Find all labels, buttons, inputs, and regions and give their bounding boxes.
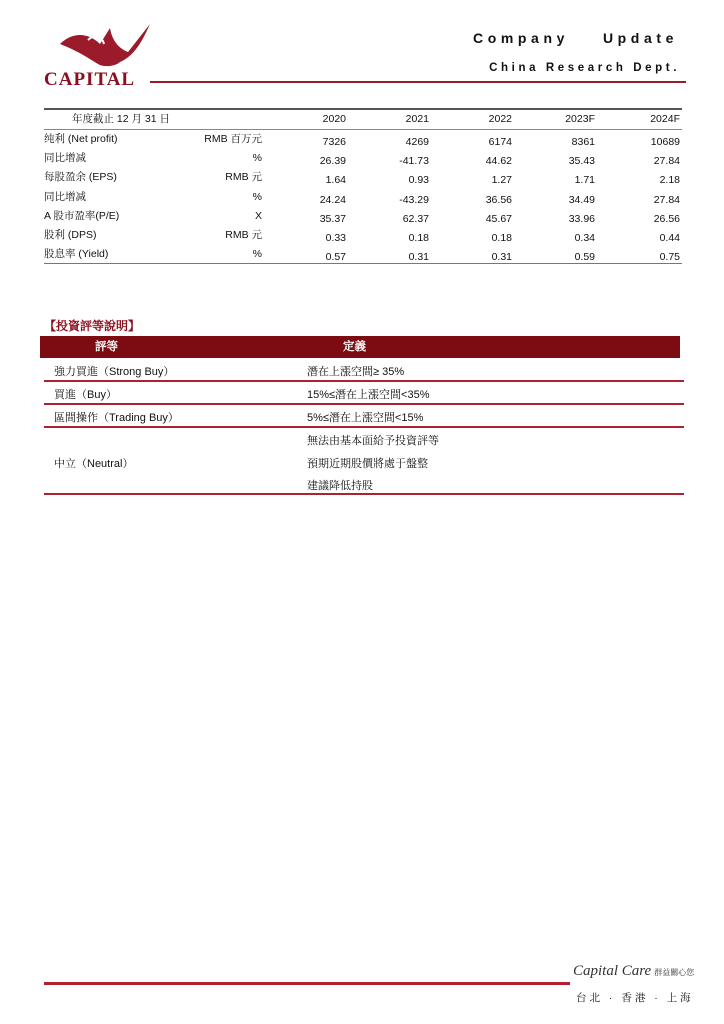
table-cell: 44.62 [485,155,512,168]
year-header: 2023F [565,113,595,125]
year-header: 2021 [405,113,429,125]
footer-divider [44,982,570,985]
table-cell: 1.27 [491,174,512,187]
table-cell: 1.71 [574,174,595,187]
table-cell: 7326 [322,136,346,148]
eagle-logo-icon [58,22,154,68]
row-divider [44,380,684,382]
table-cell: 0.44 [659,231,680,244]
table-cell: 0.59 [574,251,595,264]
footer-brand-cn: 群益關心您 [654,968,695,977]
year-header: 2020 [322,113,346,125]
row-unit: RMB 元 [225,228,262,241]
page-title: Company Update [473,30,678,46]
rating-grade: 買進（Buy） [54,389,117,401]
row-label: 纯利 (Net profit) [44,133,118,145]
table-row [44,245,682,264]
row-unit: % [252,190,262,203]
table-cell: 1.64 [325,174,346,187]
row-unit: % [252,152,262,165]
table-cell: 26.56 [653,212,680,225]
table-cell: 0.31 [491,251,512,264]
rating-definition: 無法由基本面給予投資評等 [307,435,439,447]
table-cell: 27.84 [653,155,680,168]
definition-column-header: 定義 [343,341,366,353]
table-row [44,168,682,187]
header-divider [150,81,686,83]
table-cell: 36.56 [485,193,512,206]
table-cell: 0.93 [408,174,429,187]
table-row [44,207,682,226]
row-divider [44,426,684,428]
table-cell: 0.75 [659,251,680,264]
table-row [44,188,682,207]
grade-column-header: 評等 [95,341,118,353]
table-cell: 6174 [488,136,512,148]
row-label: 股利 (DPS) [44,228,97,241]
table-bottom-rule [44,263,682,264]
row-divider [44,493,684,495]
table-row [44,226,682,245]
logo-wordmark: CAPITAL [44,69,136,90]
row-unit: RMB 元 [225,171,262,184]
row-unit: % [252,248,262,261]
ratings-title: 【投資評等說明】 [44,319,141,333]
row-label: 同比增减 [44,152,86,165]
table-cell: 35.37 [319,212,346,225]
financial-summary-table [44,110,682,264]
table-cell: 62.37 [402,212,429,225]
table-cell: 0.57 [325,251,346,264]
table-cell: 26.39 [319,155,346,168]
company-logo [44,22,160,88]
rating-definition: 15%≤潛在上漲空間<35% [307,389,430,401]
ratings-header-bar [40,336,680,358]
table-cell: 35.43 [568,155,595,168]
table-cell: 0.33 [325,231,346,244]
table-cell: -41.73 [399,155,429,168]
row-label: 同比增减 [44,190,86,203]
year-header: 2024F [650,113,680,125]
row-label: A 股市盈率(P/E) [44,209,120,222]
rating-definition: 潛在上漲空間≥ 35% [307,366,405,378]
row-label: 股息率 (Yield) [44,248,109,261]
table-cell: 27.84 [653,193,680,206]
table-cell: 24.24 [319,193,346,206]
table-row [44,130,682,149]
year-header: 2022 [488,113,512,125]
table-header-row [44,110,682,130]
rating-grade: 強力買進（Strong Buy） [54,366,175,378]
table-row [44,149,682,168]
row-divider [44,403,684,405]
table-cell: 33.96 [568,212,595,225]
table-cell: 0.31 [408,251,429,264]
table-cell: 2.18 [659,174,680,187]
table-cell: 0.18 [491,231,512,244]
table-cell: 10689 [650,136,680,148]
rating-definition: 預期近期股價將處于盤整 [307,458,428,470]
rating-definition: 5%≤潛在上漲空間<15% [307,412,424,424]
row-label: 每股盈余 (EPS) [44,171,117,184]
rating-definition: 建議降低持股 [307,480,373,492]
footer-cities: 台北 · 香港 · 上海 [576,992,694,1004]
table-cell: 45.67 [485,212,512,225]
rating-grade: 中立（Neutral） [54,458,134,470]
footer-brand [573,963,694,980]
fiscal-year-label: 年度截止 12 月 31 日 [72,113,171,125]
rating-grade: 區間操作（Trading Buy） [54,412,179,424]
table-cell: 34.49 [568,193,595,206]
row-unit: X [254,209,262,222]
footer-brand-name: Capital Care [573,963,652,979]
table-cell: 0.34 [574,231,595,244]
row-unit: RMB 百万元 [204,133,262,145]
table-cell: 0.18 [408,231,429,244]
table-cell: 8361 [571,136,595,148]
table-cell: 4269 [405,136,429,148]
table-cell: -43.29 [399,193,429,206]
department-label: China Research Dept. [489,62,680,74]
